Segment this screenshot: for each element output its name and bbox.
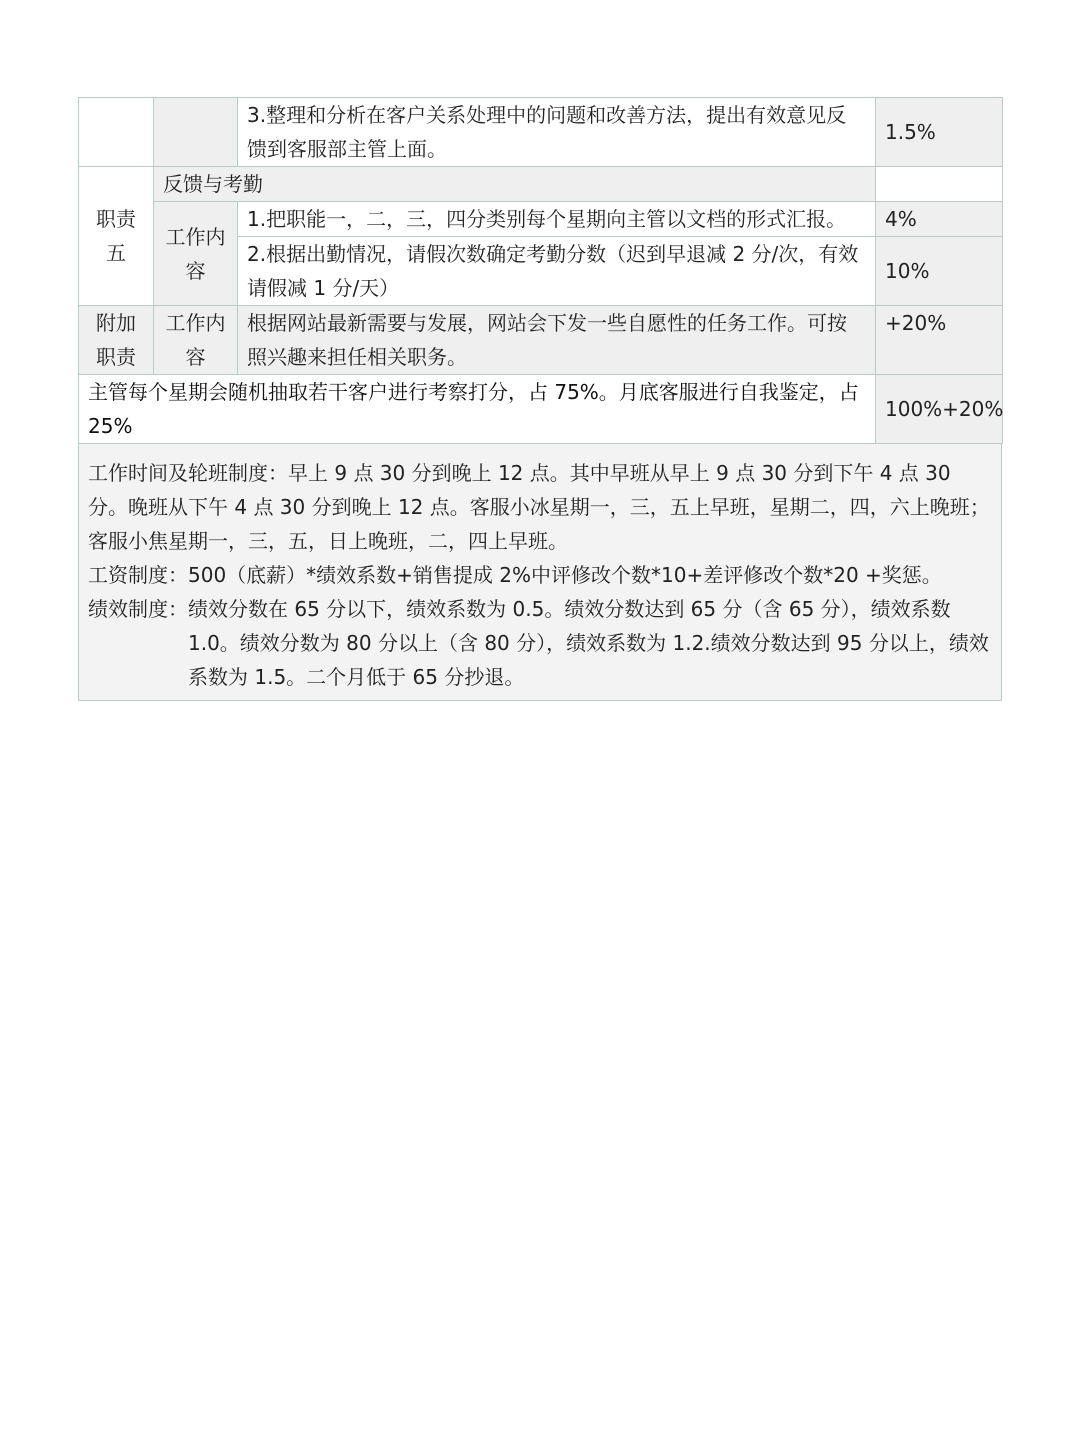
content-cell: 3.整理和分析在客户关系处理中的问题和改善方法，提出有效意见反馈到客服部主管上面。 xyxy=(238,98,876,167)
document-page xyxy=(78,97,1002,701)
salary-label: 工资制度： xyxy=(88,563,188,587)
percent-cell: 10% xyxy=(876,237,1003,306)
content-cell: 根据网站最新需要与发展，网站会下发一些自愿性的任务工作。可按照兴趣来担任相关职务。 xyxy=(238,306,876,375)
percent-cell: 1.5% xyxy=(876,98,1003,167)
percent-cell: 4% xyxy=(876,202,1003,237)
sub-label-cell: 工作内容 xyxy=(154,202,238,306)
duty-label-cell xyxy=(79,98,154,167)
table-row xyxy=(79,375,1003,444)
duty-table xyxy=(78,97,1003,444)
content-cell: 1.把职能一，二，三，四分类别每个星期向主管以文档的形式汇报。 xyxy=(238,202,876,237)
duty-label-cell: 职责五 xyxy=(79,167,154,306)
performance-text: 绩效分数在 65 分以下，绩效系数为 0.5。绩效分数达到 65 分（含 65 分），绩效系数 1.0。绩效分数为 80 分以上（含 80 分），绩效系数为 1.2.绩效分数达到 95 分以上，绩效系数为 1.5。二个月低于 65 分抄退。 xyxy=(188,597,989,689)
table-row xyxy=(79,202,1003,237)
duty-label-cell: 附加职责 xyxy=(79,306,154,375)
summary-cell: 主管每个星期会随机抽取若干客户进行考察打分，占 75%。月底客服进行自我鉴定，占 25% xyxy=(79,375,876,444)
table-row xyxy=(79,98,1003,167)
percent-cell: +20% xyxy=(876,306,1003,375)
total-percent-cell: 100%+20% xyxy=(876,375,1003,444)
duty-title-cell: 反馈与考勤 xyxy=(154,167,876,202)
notes-section xyxy=(78,444,1002,701)
sub-label-cell xyxy=(154,98,238,167)
table-row xyxy=(79,167,1003,202)
performance-row xyxy=(88,592,992,694)
salary-row xyxy=(88,558,992,592)
table-row xyxy=(79,306,1003,375)
schedule-text: 工作时间及轮班制度：早上 9 点 30 分到晚上 12 点。其中早班从早上 9 点 30 分到下午 4 点 30 分。晚班从下午 4 点 30 分到晚上 12 点。客服小冰星期一，三，五上早班，星期二，四，六上晚班；客服小焦星期一，三，五，日上晚班，二，四上早班。 xyxy=(88,461,990,553)
content-cell: 2.根据出勤情况，请假次数确定考勤分数（迟到早退减 2 分/次，有效请假减 1 分/天） xyxy=(238,237,876,306)
performance-label: 绩效制度： xyxy=(88,597,188,621)
percent-cell xyxy=(876,167,1003,202)
sub-label-cell: 工作内容 xyxy=(154,306,238,375)
salary-text: 500（底薪）*绩效系数+销售提成 2%中评修改个数*10+差评修改个数*20 +奖惩。 xyxy=(188,563,942,587)
